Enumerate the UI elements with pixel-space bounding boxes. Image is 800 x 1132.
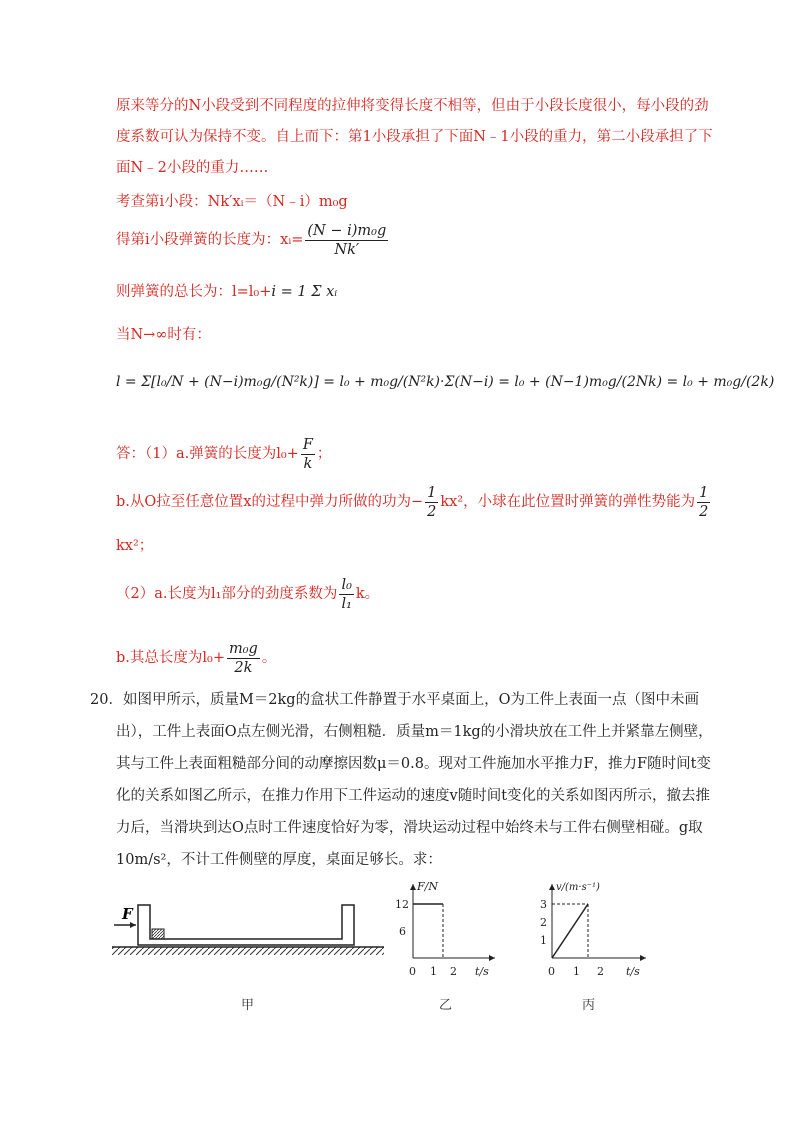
problem20-line-6: 10m/s²，不计工件侧壁的厚度，桌面足够长。求： [116, 852, 442, 868]
slider-block [152, 929, 164, 939]
answer-1b-denominator-2: 2 [699, 503, 709, 520]
length-fraction [305, 222, 388, 259]
answer-1a-end: ； [316, 446, 332, 462]
force-label: F [122, 905, 133, 923]
caption-yi: 乙 [439, 998, 453, 1013]
answer-1b [116, 480, 712, 524]
caption-bing: 丙 [582, 998, 596, 1013]
answer-1a-numerator: F [302, 436, 313, 453]
bing-y-arrow [549, 884, 555, 890]
answer-1b-fraction-2 [697, 484, 710, 521]
answer-2b-numerator: m₀g [229, 640, 258, 657]
para-line-2: 度系数可认为保持不变。自上而下：第1小段承担了下面N﹣1小段的重力，第二小段承担了下 [116, 129, 713, 145]
problem20-line-1: 20．如图甲所示，质量M＝2kg的盒状工件静置于水平桌面上，O为工件上表面一点（图中未画 [90, 692, 699, 708]
bing-xtick-0: 0 [548, 965, 555, 978]
answer-1a [116, 432, 331, 476]
answer-1b-denominator-1: 2 [427, 503, 437, 520]
para-line-1: 原来等分的N小段受到不同程度的拉伸将变得长度不相等，但由于小段长度很小，每小段的劲 [116, 98, 709, 114]
answer-2b-denominator: 2k [234, 659, 253, 676]
problem20-line-5: 力后，当滑块到达O点时工件速度恰好为零，滑块运动过程中始终未与工件右侧壁相碰。g取 [116, 820, 703, 836]
yi-x-label: t/s [475, 965, 489, 978]
answer-2b-label: b.其总长度为l₀+ [116, 650, 225, 666]
big-equation: l = Σ[l₀/N + (N−i)m₀g/(N²k)] = l₀ + m₀g/(N²k)·Σ(N−i) = l₀ + (N−1)m₀g/(2Nk) = l₀ + m₀g/(2k) [116, 374, 775, 390]
total-label: 则弹簧的总长为：l=l₀+ [116, 284, 272, 300]
total-expression: i = 1 Σ xᵢ [271, 284, 338, 300]
total-line [116, 282, 337, 302]
figure-bing-chart [528, 878, 656, 982]
length-label: 得第i小段弹簧的长度为：xᵢ= [116, 232, 304, 248]
figure-jia [112, 895, 384, 967]
yi-ytick-6: 6 [399, 925, 406, 938]
answer-2b-fraction [227, 640, 260, 677]
yi-x-arrow [489, 955, 495, 961]
consider-equation: Nk′xᵢ＝（N﹣i）m₀g [207, 194, 348, 210]
yi-xtick-2: 2 [450, 965, 457, 978]
answer-1b-fraction-1 [425, 484, 438, 521]
answer-2b-end: 。 [261, 650, 277, 666]
yi-ytick-12: 12 [395, 898, 409, 911]
yi-y-label: F/N [417, 880, 438, 893]
bing-ytick-1: 1 [540, 934, 547, 947]
length-denominator: Nk′ [334, 241, 360, 258]
answer-1a-label: 答：（1）a.弹簧的长度为l₀+ [116, 446, 299, 462]
answer-1b-part1: b.从O拉至任意位置x的过程中弹力所做的功为− [116, 494, 424, 510]
answer-1b-part2: kx²，小球在此位置时弹簧的弹性势能为 [440, 494, 696, 510]
limit-line: 当N→∞时有： [116, 327, 211, 343]
length-numerator: (N − i)m₀g [307, 222, 387, 239]
yi-xtick-1: 1 [430, 965, 437, 978]
figure-yi-chart [385, 878, 503, 982]
yi-y-arrow [410, 884, 416, 890]
answer-1b-numerator-2: 1 [699, 484, 709, 501]
answer-1a-denominator: k [303, 455, 313, 472]
problem20-line-4: 化的关系如图乙所示，在推力作用下工件运动的速度v随时间t变化的关系如图丙所示，撤去推 [116, 788, 711, 804]
answer-2b [116, 636, 276, 680]
bing-xtick-1: 1 [573, 965, 580, 978]
bing-y-label: v/(m·s⁻¹) [556, 882, 600, 893]
answer-2a-denominator: l₁ [341, 595, 352, 612]
answer-2a-end: k。 [355, 586, 380, 602]
bing-ytick-2: 2 [540, 916, 547, 929]
answer-2a-numerator: l₀ [341, 576, 352, 593]
problem20-line-2: 出），工件上表面O点左侧光滑，右侧粗糙．质量m＝1kg的小滑块放在工件上并紧靠左侧壁， [116, 724, 713, 740]
length-line [116, 218, 390, 262]
bing-x-label: t/s [626, 965, 640, 978]
answer-2a [116, 572, 379, 616]
bing-velocity-line [552, 904, 588, 958]
bing-xtick-2: 2 [597, 965, 604, 978]
consider-line [116, 192, 348, 212]
answer-2a-label: （2）a.长度为l₁部分的劲度系数为 [116, 586, 338, 602]
bing-x-arrow [640, 955, 646, 961]
bing-ytick-3: 3 [540, 898, 547, 911]
consider-label: 考查第i小段： [116, 194, 208, 210]
para-line-3: 面N﹣2小段的重力…… [116, 160, 269, 176]
answer-1b-numerator-1: 1 [427, 484, 437, 501]
problem20-line-3: 其与工件上表面粗糙部分间的动摩擦因数μ＝0.8。现对工件施加水平推力F，推力F随时间t变 [116, 756, 711, 772]
table-ground [112, 947, 384, 955]
answer-1a-fraction [301, 436, 315, 473]
answer-1b-end: kx²； [116, 538, 154, 554]
answer-2a-fraction [339, 576, 353, 613]
box-workpiece [138, 905, 354, 945]
caption-jia: 甲 [241, 998, 255, 1013]
yi-xtick-0: 0 [409, 965, 416, 978]
